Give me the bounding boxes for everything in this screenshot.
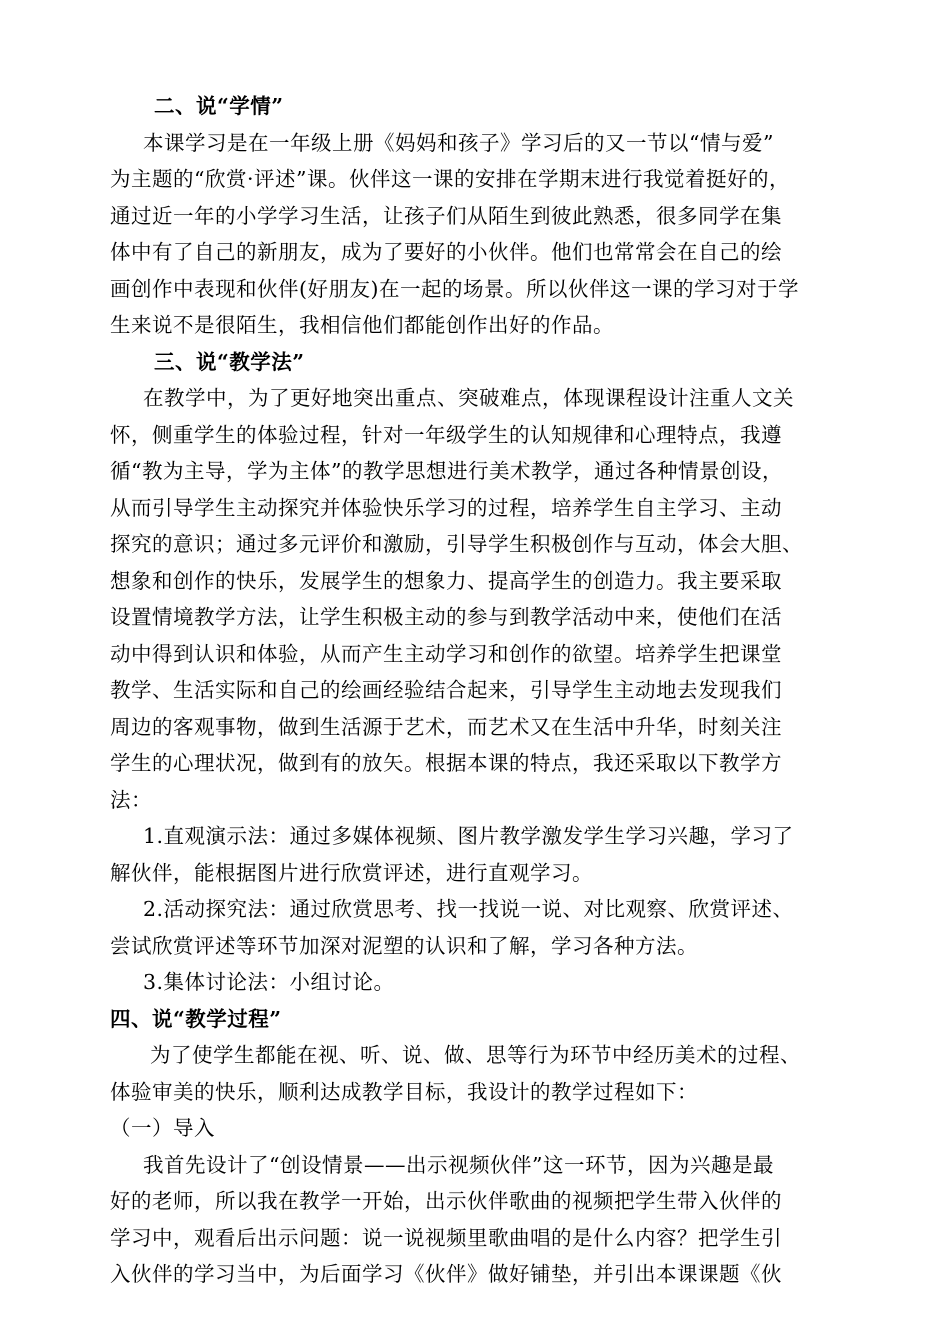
method-item-1-continued: 解伙伴，能根据图片进行欣赏评述，进行直观学习。 <box>110 860 593 885</box>
method-item-2-continued: 尝试欣赏评述等环节加深对泥塑的认识和了解，学习各种方法。 <box>110 933 698 958</box>
paragraph-line: 教学、生活实际和自己的绘画经验结合起来，引导学生主动地去发现我们 <box>110 678 782 702</box>
paragraph-line: 体验审美的快乐，顺利达成教学目标，我设计的教学过程如下： <box>110 1079 698 1104</box>
paragraph-line: 循“教为主导，学为主体”的教学思想进行美术教学，通过各种情景创设， <box>110 459 783 483</box>
paragraph-line: 为主题的“欣赏·评述”课。伙伴这一课的安排在学期末进行我觉着挺好的， <box>110 167 790 191</box>
paragraph-line: 好的老师，所以我在教学一开始，出示伙伴歌曲的视频把学生带入伙伴的 <box>110 1189 782 1213</box>
paragraph-line: 设置情境教学方法，让学生积极主动的参与到教学活动中来，使他们在活 <box>110 605 782 629</box>
section-heading-teaching-methods: 三、说“教学法” <box>154 349 305 374</box>
paragraph-line: 探究的意识；通过多元评价和激励，引导学生积极创作与互动，体会大胆、 <box>110 532 803 556</box>
paragraph-line: 怀，侧重学生的体验过程，针对一年级学生的认知规律和心理特点，我遵 <box>110 422 782 447</box>
paragraph-line: 为了使学生都能在视、听、说、做、思等行为环节中经历美术的过程、 <box>150 1043 801 1067</box>
paragraph-line: 动中得到认识和体验，从而产生主动学习和创作的欲望。培养学生把课堂 <box>110 641 782 666</box>
method-item-2: 2.活动探究法：通过欣赏思考、找一找说一说、对比观察、欣赏评述、 <box>143 897 794 921</box>
method-item-3: 3.集体讨论法：小组讨论。 <box>143 970 395 994</box>
paragraph-line: 入伙伴的学习当中，为后面学习《伙伴》做好铺垫，并引出本课课题《伙 <box>110 1262 782 1286</box>
paragraph-line: 从而引导学生主动探究并体验快乐学习的过程，培养学生自主学习、主动 <box>110 495 782 520</box>
method-item-1: 1.直观演示法：通过多媒体视频、图片教学激发学生学习兴趣，学习了 <box>143 824 794 848</box>
sub-heading-introduction: （一）导入 <box>110 1116 215 1140</box>
paragraph-line: 体中有了自己的新朋友，成为了要好的小伙伴。他们也常常会在自己的绘 <box>110 240 782 264</box>
paragraph-line: 周边的客观事物，做到生活源于艺术，而艺术又在生活中升华，时刻关注 <box>110 714 782 739</box>
section-heading-teaching-process: 四、说“教学过程” <box>110 1006 282 1031</box>
paragraph-line: 我首先设计了“创设情景——出示视频伙伴”这一环节，因为兴趣是最 <box>143 1152 774 1177</box>
paragraph-line: 想象和创作的快乐，发展学生的想象力、提高学生的创造力。我主要采取 <box>110 568 782 593</box>
paragraph-line: 生来说不是很陌生，我相信他们都能创作出好的作品。 <box>110 313 614 337</box>
paragraph-line: 画创作中表现和伙伴(好朋友)在一起的场景。所以伙伴这一课的学习对于学 <box>110 276 799 301</box>
document-page <box>110 88 850 1293</box>
paragraph-line: 法： <box>110 787 152 812</box>
paragraph-line: 通过近一年的小学学习生活，让孩子们从陌生到彼此熟悉，很多同学在集 <box>110 203 782 228</box>
paragraph-line: 学生的心理状况，做到有的放矢。根据本课的特点，我还采取以下教学方 <box>110 751 782 775</box>
section-heading-learning-situation: 二、说“学情” <box>154 94 284 118</box>
paragraph-line: 在教学中，为了更好地突出重点、突破难点，体现课程设计注重人文关 <box>143 386 794 410</box>
paragraph-line: 本课学习是在一年级上册《妈妈和孩子》学习后的又一节以“情与爱” <box>143 130 774 155</box>
paragraph-line: 学习中，观看后出示问题：说一说视频里歌曲唱的是什么内容？把学生引 <box>110 1225 782 1250</box>
